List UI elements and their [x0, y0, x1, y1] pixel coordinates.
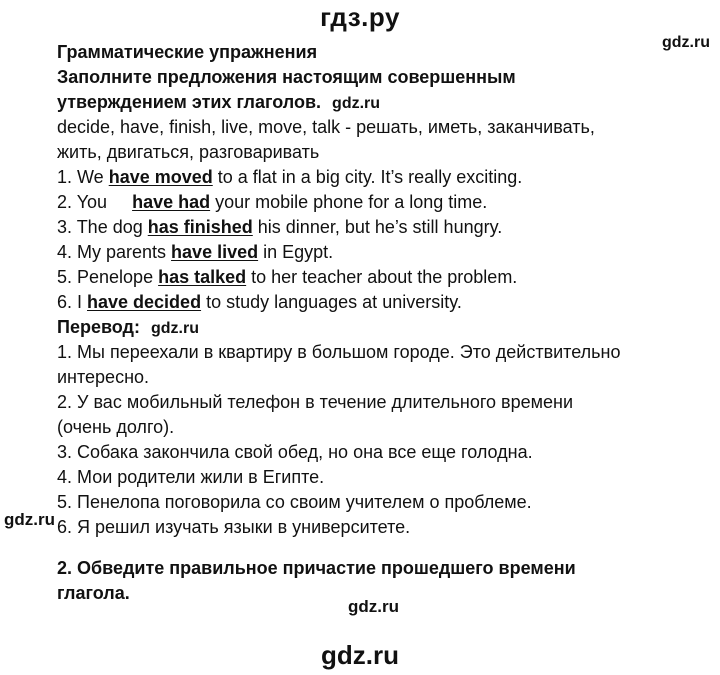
- spacer: [57, 540, 707, 556]
- site-title: гдз.ру: [320, 2, 400, 32]
- instruction-line-2: утверждением этих глаголов.: [57, 92, 322, 112]
- sentence-3: [57, 215, 707, 240]
- watermark-top-right: gdz.ru: [662, 34, 710, 51]
- watermark-inline: gdz.ru: [332, 95, 381, 112]
- translation-line: 5. Пенелопа поговорила со своим учителем о проблеме.: [57, 492, 532, 512]
- sentence-pre: 3. The dog: [57, 217, 148, 237]
- sentence-4: [57, 240, 707, 265]
- exercise-2-title-line-1: 2. Обведите правильное причастие прошедшего времени: [57, 558, 576, 578]
- watermark-bottom: gdz.ru: [321, 640, 399, 670]
- sentence-answer: has finished: [147, 217, 253, 237]
- sentence-pre: 4. My parents: [57, 242, 172, 262]
- sentence-post: to study languages at university.: [201, 292, 462, 312]
- verbs-line-1: decide, have, finish, live, move, talk - решать, иметь, заканчивать,: [57, 117, 595, 137]
- translation-line: 2. У вас мобильный телефон в течение длительного времени: [57, 392, 574, 412]
- document-body: [57, 40, 707, 606]
- sentence-post: to a flat in a big city. It’s really exciting.: [212, 167, 523, 187]
- exercise-2-title-line-2: глагола.: [57, 583, 130, 603]
- instruction-line-1: Заполните предложения настоящим совершенным: [57, 67, 516, 87]
- watermark-left: gdz.ru: [4, 510, 55, 529]
- sentence-1: [57, 165, 707, 190]
- sentence-6: [57, 290, 707, 315]
- sentence-5: [57, 265, 707, 290]
- sentence-post: your mobile phone for a long time.: [210, 192, 488, 212]
- sentence-answer: have lived: [171, 242, 259, 262]
- sentence-answer: have decided: [87, 292, 202, 312]
- sentence-pre: 5. Penelope: [57, 267, 159, 287]
- section-heading: Грамматические упражнения: [57, 42, 318, 62]
- sentence-post: to her teacher about the problem.: [246, 267, 518, 287]
- translation-line: интересно.: [57, 367, 150, 387]
- translation-label: Перевод:: [57, 317, 140, 337]
- sentence-post: in Egypt.: [258, 242, 334, 262]
- translation-line: 6. Я решил изучать языки в университете.: [57, 517, 411, 537]
- sentence-answer: have moved: [108, 167, 213, 187]
- sentence-2: [57, 190, 707, 215]
- sentence-answer: have had: [132, 192, 211, 212]
- sentence-pre: 2. You: [57, 192, 133, 212]
- translation-line: (очень долго).: [57, 417, 175, 437]
- sentence-pre: 6. I: [57, 292, 88, 312]
- watermark-center: gdz.ru: [348, 597, 399, 616]
- translation-heading-row: [57, 315, 707, 340]
- translation-line: 3. Собака закончила свой обед, но она все еще голодна.: [57, 442, 533, 462]
- verbs-line-2: жить, двигаться, разговаривать: [57, 142, 320, 162]
- watermark-translation: gdz.ru: [150, 320, 199, 337]
- translation-line: 4. Мои родители жили в Египте.: [57, 467, 325, 487]
- sentence-pre: 1. We: [57, 167, 109, 187]
- sentence-answer: has talked: [158, 267, 247, 287]
- instruction-line-2-row: [57, 90, 707, 115]
- translation-line: 1. Мы переехали в квартиру в большом городе. Это действительно: [57, 342, 621, 362]
- sentence-post: his dinner, but he’s still hungry.: [252, 217, 503, 237]
